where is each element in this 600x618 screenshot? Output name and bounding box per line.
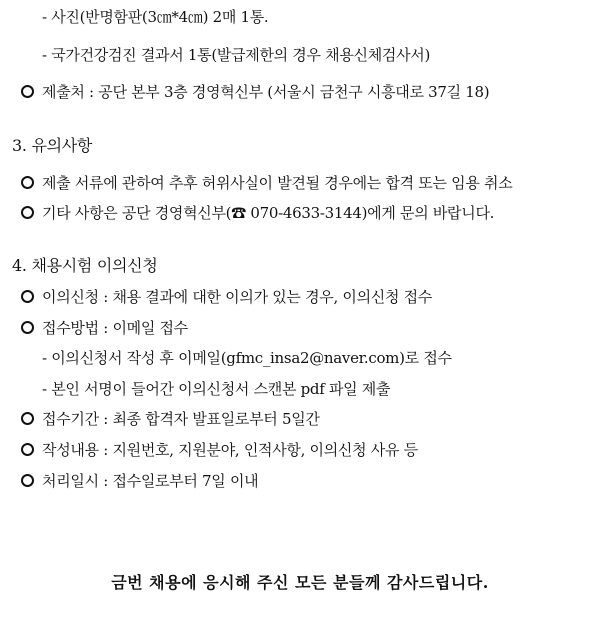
period-text: 접수기간 : 최종 합격자 발표일로부터 5일간 [42,410,320,428]
submission-place-text: 제출처 : 공단 본부 3층 경영혁신부 (서울시 금천구 시흥대로 37길 18) [42,83,490,101]
circle-bullet-icon [21,206,34,219]
circle-bullet-icon [21,85,34,98]
contents-text: 작성내용 : 지원번호, 지원분야, 인적사항, 이의신청 사유 등 [42,441,418,459]
period-bullet [21,409,320,429]
closing-message: 금번 채용에 응시해 주신 모든 분들께 감사드립니다. [111,573,489,592]
notice-text-falsification: 제출 서류에 관하여 추후 허위사실이 발견될 경우에는 합격 또는 임용 취소 [42,174,513,192]
notice-text-inquiry: 기타 사항은 공단 경영혁신부(☎ 070-4633-3144)에게 문의 바랍니다. [42,204,495,222]
section-4-heading: 4. 채용시험 이의신청 [12,256,158,275]
objection-bullet [21,287,432,307]
circle-bullet-icon [21,443,34,456]
method-subitem-scan: - 본인 서명이 들어간 이의신청서 스캔본 pdf 파일 제출 [42,380,391,398]
method-subitem-email: - 이의신청서 작성 후 이메일(gfmc_insa2@naver.com)로 접수 [42,349,452,367]
processing-text: 처리일시 : 접수일로부터 7일 이내 [42,472,259,490]
processing-bullet [21,471,258,491]
objection-text: 이의신청 : 채용 결과에 대한 이의가 있는 경우, 이의신청 접수 [42,288,432,306]
contents-bullet [21,440,418,460]
method-text: 접수방법 : 이메일 접수 [42,319,188,337]
submission-item-health-check: - 국가건강검진 결과서 1통(발급제한의 경우 채용신체검사서) [42,46,431,64]
submission-place-bullet [21,82,489,102]
notice-bullet-inquiry [21,203,494,223]
circle-bullet-icon [21,412,34,425]
circle-bullet-icon [21,290,34,303]
notice-bullet-falsification [21,173,512,193]
method-bullet [21,318,188,338]
circle-bullet-icon [21,321,34,334]
circle-bullet-icon [21,474,34,487]
submission-item-photo: - 사진(반명함판(3㎝*4㎝) 2매 1통. [42,8,269,26]
circle-bullet-icon [21,176,34,189]
section-3-heading: 3. 유의사항 [12,136,93,155]
